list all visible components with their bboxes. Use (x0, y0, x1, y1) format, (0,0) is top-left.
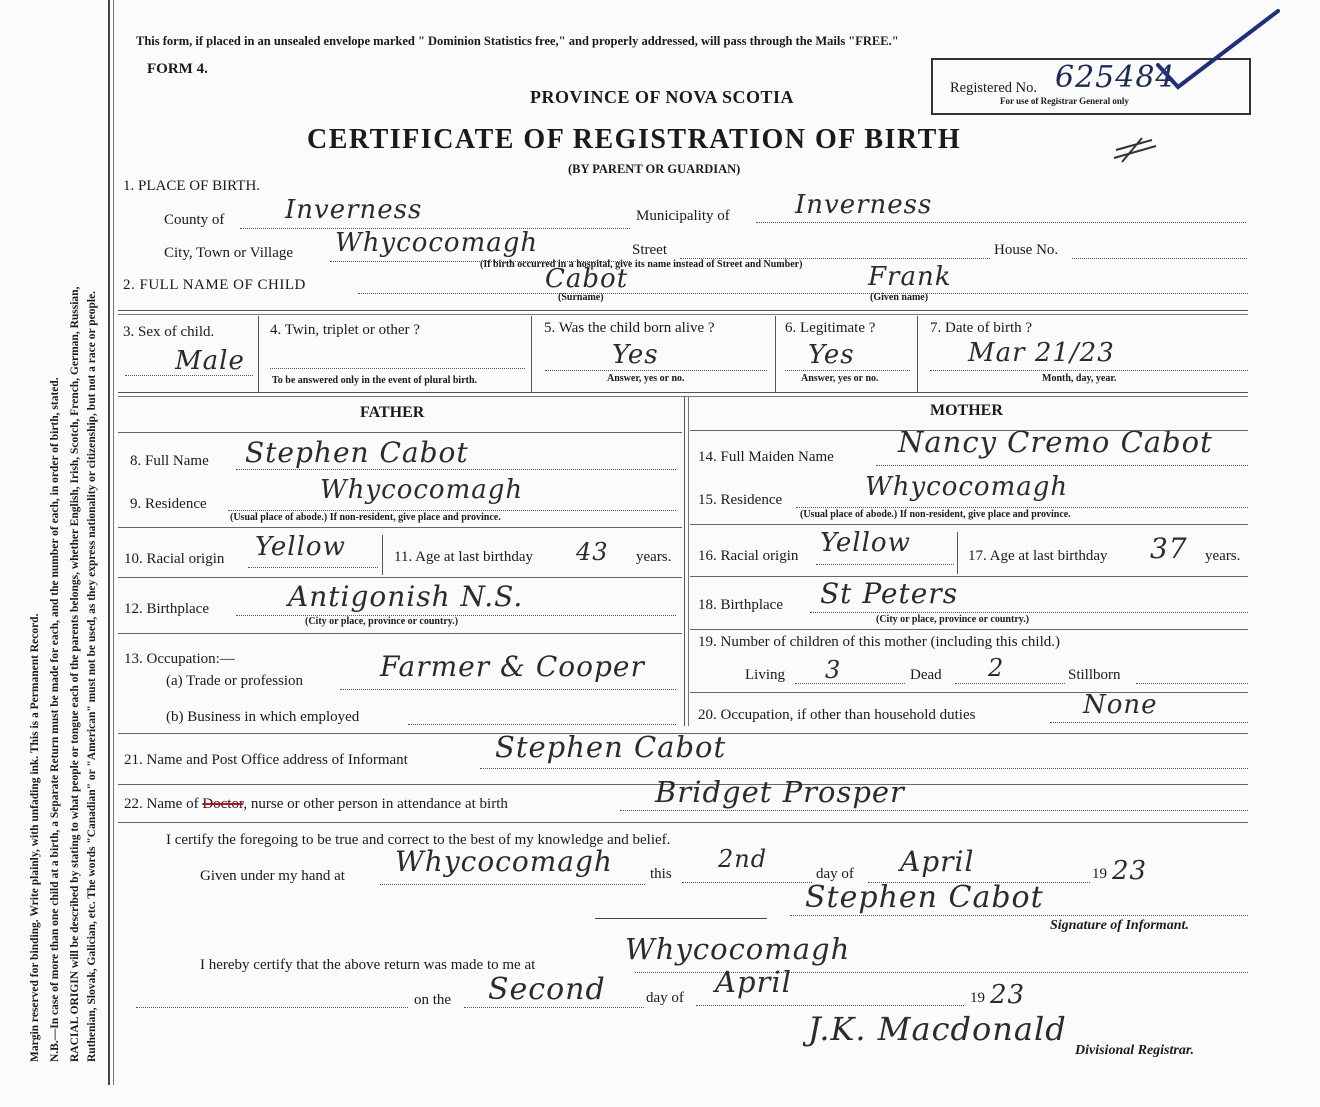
father-trade-label: (a) Trade or profession (166, 673, 304, 689)
given-year-prefix: 19 (1092, 866, 1107, 882)
given-day-of-label: day of (816, 866, 854, 882)
children-count-label: 19. Number of children of this mother (including this child.) (698, 634, 1061, 650)
legitimate-note: Answer, yes or no. (801, 373, 879, 384)
sex-value: Male (175, 346, 245, 376)
cell-divider (531, 316, 532, 392)
dead-line (955, 683, 1065, 684)
father-years-label: years. (636, 549, 672, 565)
father-residence-line (228, 510, 676, 511)
mother-name-value: Nancy Cremo Cabot (898, 425, 1213, 459)
mother-abode-note: (Usual place of abode.) If non-resident, give place and province. (800, 509, 1071, 520)
alive-value: Yes (612, 340, 659, 370)
father-abode-note: (Usual place of abode.) If non-resident, give place and province. (230, 512, 501, 523)
alive-label: 5. Was the child born alive ? (544, 320, 715, 336)
registrar-signature: J.K. Macdonald (808, 1010, 1067, 1048)
given-name-note: (Given name) (870, 292, 929, 303)
county-label: County of (164, 212, 225, 228)
registrar-day-value: Second (488, 972, 606, 1007)
this-day-line (682, 882, 812, 883)
mother-age-value: 37 (1150, 532, 1188, 565)
rule (118, 392, 1248, 393)
rule (690, 692, 1248, 693)
father-racial-line (248, 567, 378, 568)
margin-rule (108, 0, 110, 1085)
mother-racial-value: Yellow (820, 528, 911, 558)
informant-line (480, 768, 1248, 769)
registrar-on-the-label: on the (414, 992, 452, 1008)
province-heading: PROVINCE OF NOVA SCOTIA (530, 87, 795, 107)
cell-divider (382, 535, 383, 575)
father-birthplace-label: 12. Birthplace (124, 601, 209, 617)
margin-note-racial-origin: RACIAL ORIGIN will be described by stating to what people or tongue each of the parents belongs, whether English, Irish, Scotch, French, German, Russian, (69, 286, 81, 1062)
margin-note-racial-origin-2: Ruthenian, Slovak, Galician, etc. The words "Canadian" or "American" must not be used, as they express nationality or citizenship, but not a race or people. (86, 290, 98, 1062)
child-name-line (358, 293, 1248, 294)
registrar-year-value: 23 (990, 980, 1026, 1010)
registrar-year-prefix: 19 (970, 990, 985, 1006)
mother-occupation-label: 20. Occupation, if other than household duties (698, 707, 976, 723)
dob-value: Mar 21/23 (968, 338, 1115, 368)
mother-occupation-value: None (1083, 690, 1158, 720)
municipality-line (756, 222, 1246, 223)
registrar-certify-label: I hereby certify that the above return was made to me at (200, 957, 536, 973)
mother-racial-line (816, 564, 954, 565)
father-age-label: 11. Age at last birthday (394, 549, 533, 565)
form-number: FORM 4. (147, 61, 208, 77)
twin-note: To be answered only in the event of plural birth. (272, 375, 478, 386)
given-place-value: Whycocomagh (395, 845, 613, 878)
rule (118, 633, 682, 634)
given-under-label: Given under my hand at (200, 868, 345, 884)
registrar-day-line (464, 1007, 644, 1008)
registrar-month-line (696, 1005, 964, 1006)
sex-label: 3. Sex of child. (123, 324, 215, 340)
child-given-name: Frank (868, 262, 952, 292)
registrar-use-note: For use of Registrar General only (1000, 96, 1129, 106)
living-label: Living (745, 667, 785, 683)
father-trade-line (340, 689, 676, 690)
father-name-label: 8. Full Name (130, 453, 209, 469)
cell-divider (917, 316, 918, 392)
rule (690, 629, 1248, 630)
child-name-label: 2. FULL NAME OF CHILD (123, 277, 306, 293)
mother-residence-label: 15. Residence (698, 492, 783, 508)
rule (118, 432, 682, 433)
dob-line (930, 370, 1248, 371)
registrar-signature-label: Divisional Registrar. (1075, 1043, 1195, 1058)
street-label: Street (632, 242, 667, 258)
informant-name-value: Stephen Cabot (495, 730, 727, 764)
informant-signature-label: Signature of Informant. (1050, 918, 1189, 933)
stillborn-label: Stillborn (1068, 667, 1121, 683)
city-value: Whycocomagh (335, 228, 539, 258)
checkmark-icon (1150, 5, 1290, 95)
given-month-value: April (900, 845, 975, 878)
attendant-label-prefix: 22. Name of (124, 796, 199, 812)
registrar-month-value: April (715, 965, 792, 999)
cell-divider (775, 316, 776, 392)
father-age-value: 43 (576, 538, 609, 566)
mother-racial-label: 16. Racial origin (698, 548, 799, 564)
father-residence-label: 9. Residence (130, 496, 207, 512)
father-trade-value: Farmer & Cooper (380, 650, 645, 683)
attendant-line (620, 810, 1248, 811)
father-name-value: Stephen Cabot (245, 436, 469, 469)
rule (118, 822, 1248, 823)
mother-birthplace-label: 18. Birthplace (698, 597, 783, 613)
mother-birthplace-value: St Peters (820, 577, 959, 610)
margin-note-plural-birth: N.B.—In case of more than one child at a birth, a Separate Return must be made for each, and the number of each, in order of birth, stated. (49, 377, 61, 1062)
registrar-extra-line (136, 1007, 408, 1008)
father-racial-label: 10. Racial origin (124, 551, 225, 567)
dead-value: 2 (988, 654, 1005, 682)
informant-label: 21. Name and Post Office address of Informant (124, 752, 408, 768)
rule (118, 527, 682, 528)
county-value: Inverness (285, 195, 423, 225)
municipality-label: Municipality of (636, 208, 730, 224)
page-subtitle: (BY PARENT OR GUARDIAN) (568, 162, 741, 176)
certify-statement: I certify the foregoing to be true and correct to the best of my knowledge and belief. (166, 832, 671, 848)
rule (118, 396, 1248, 397)
father-occupation-label: 13. Occupation:— (124, 651, 235, 667)
surname-note: (Surname) (558, 292, 604, 303)
legitimate-line (785, 370, 910, 371)
mother-birthplace-line (810, 612, 1248, 613)
hospital-note: (If birth occurred in a hospital, give its name instead of Street and Number) (480, 259, 803, 270)
mother-residence-value: Whycocomagh (865, 472, 1069, 502)
father-name-line (236, 469, 676, 470)
informant-signature: Stephen Cabot (805, 880, 1044, 915)
stillborn-line (1136, 683, 1248, 684)
column-divider (684, 396, 685, 726)
legitimate-value: Yes (808, 340, 855, 370)
given-year-value: 23 (1112, 856, 1148, 886)
dob-label: 7. Date of birth ? (930, 320, 1033, 336)
alive-note: Answer, yes or no. (607, 373, 685, 384)
living-value: 3 (825, 656, 842, 684)
rule (690, 576, 1248, 577)
cell-divider (957, 532, 958, 574)
attendant-struck-doctor: Doctor (202, 796, 244, 812)
mother-residence-line (796, 507, 1248, 508)
rule (118, 310, 1248, 311)
father-racial-value: Yellow (255, 532, 346, 562)
mother-years-label: years. (1205, 548, 1241, 564)
father-business-label: (b) Business in which employed (166, 709, 360, 725)
column-divider (688, 396, 689, 726)
rule (690, 430, 1248, 431)
attendant-label-suffix: , nurse or other person in attendance at birth (243, 796, 508, 812)
page-title: CERTIFICATE OF REGISTRATION OF BIRTH (307, 124, 962, 155)
dob-note: Month, day, year. (1042, 373, 1117, 384)
mail-notice: This form, if placed in an unsealed envelope marked " Dominion Statistics free," and properly addressed, will pass through the Mails "FREE." (136, 34, 899, 48)
twin-label: 4. Twin, triplet or other ? (270, 322, 420, 338)
mother-name-label: 14. Full Maiden Name (698, 449, 834, 465)
given-place-line (380, 884, 645, 885)
municipality-value: Inverness (795, 190, 933, 220)
rule (690, 524, 1248, 525)
attendant-label (124, 796, 508, 813)
father-birthplace-value: Antigonish N.S. (288, 580, 524, 613)
this-label: this (650, 866, 672, 882)
registered-number: 625484 (1055, 60, 1176, 95)
registered-label: Registered No. (950, 80, 1037, 96)
dead-label: Dead (910, 667, 942, 683)
rule (118, 577, 682, 578)
informant-signature-line (790, 915, 1248, 916)
cell-divider (258, 316, 259, 392)
father-birthplace-note: (City or place, province or country.) (305, 616, 459, 627)
given-day-value: 2nd (718, 845, 768, 873)
father-heading: FATHER (360, 404, 425, 421)
twin-line (270, 368, 525, 369)
mother-birthplace-note: (City or place, province or country.) (876, 614, 1030, 625)
rule (595, 918, 767, 919)
registrar-place-value: Whycocomagh (625, 932, 851, 966)
registrar-day-of-label: day of (646, 990, 684, 1006)
legitimate-label: 6. Legitimate ? (785, 320, 876, 336)
alive-line (545, 370, 767, 371)
house-label: House No. (994, 242, 1059, 258)
mother-heading: MOTHER (930, 402, 1003, 419)
father-business-line (408, 724, 676, 725)
margin-rule-2 (113, 0, 114, 1085)
mother-age-label: 17. Age at last birthday (968, 548, 1108, 564)
father-residence-value: Whycocomagh (320, 475, 524, 505)
mother-name-line (876, 465, 1248, 466)
city-label: City, Town or Village (164, 245, 294, 261)
attendant-value: Bridget Prosper (655, 775, 905, 809)
margin-note-binding: Margin reserved for binding. Write plainly, with unfading ink. This is a Permanent Record. (29, 613, 41, 1062)
place-of-birth-label: 1. PLACE OF BIRTH. (123, 178, 261, 194)
house-line (1072, 258, 1247, 259)
rule (118, 314, 1248, 315)
living-line (795, 683, 905, 684)
mother-occupation-line (1050, 722, 1248, 723)
child-surname: Cabot (545, 264, 629, 294)
scribble-mark-icon (1112, 134, 1162, 164)
